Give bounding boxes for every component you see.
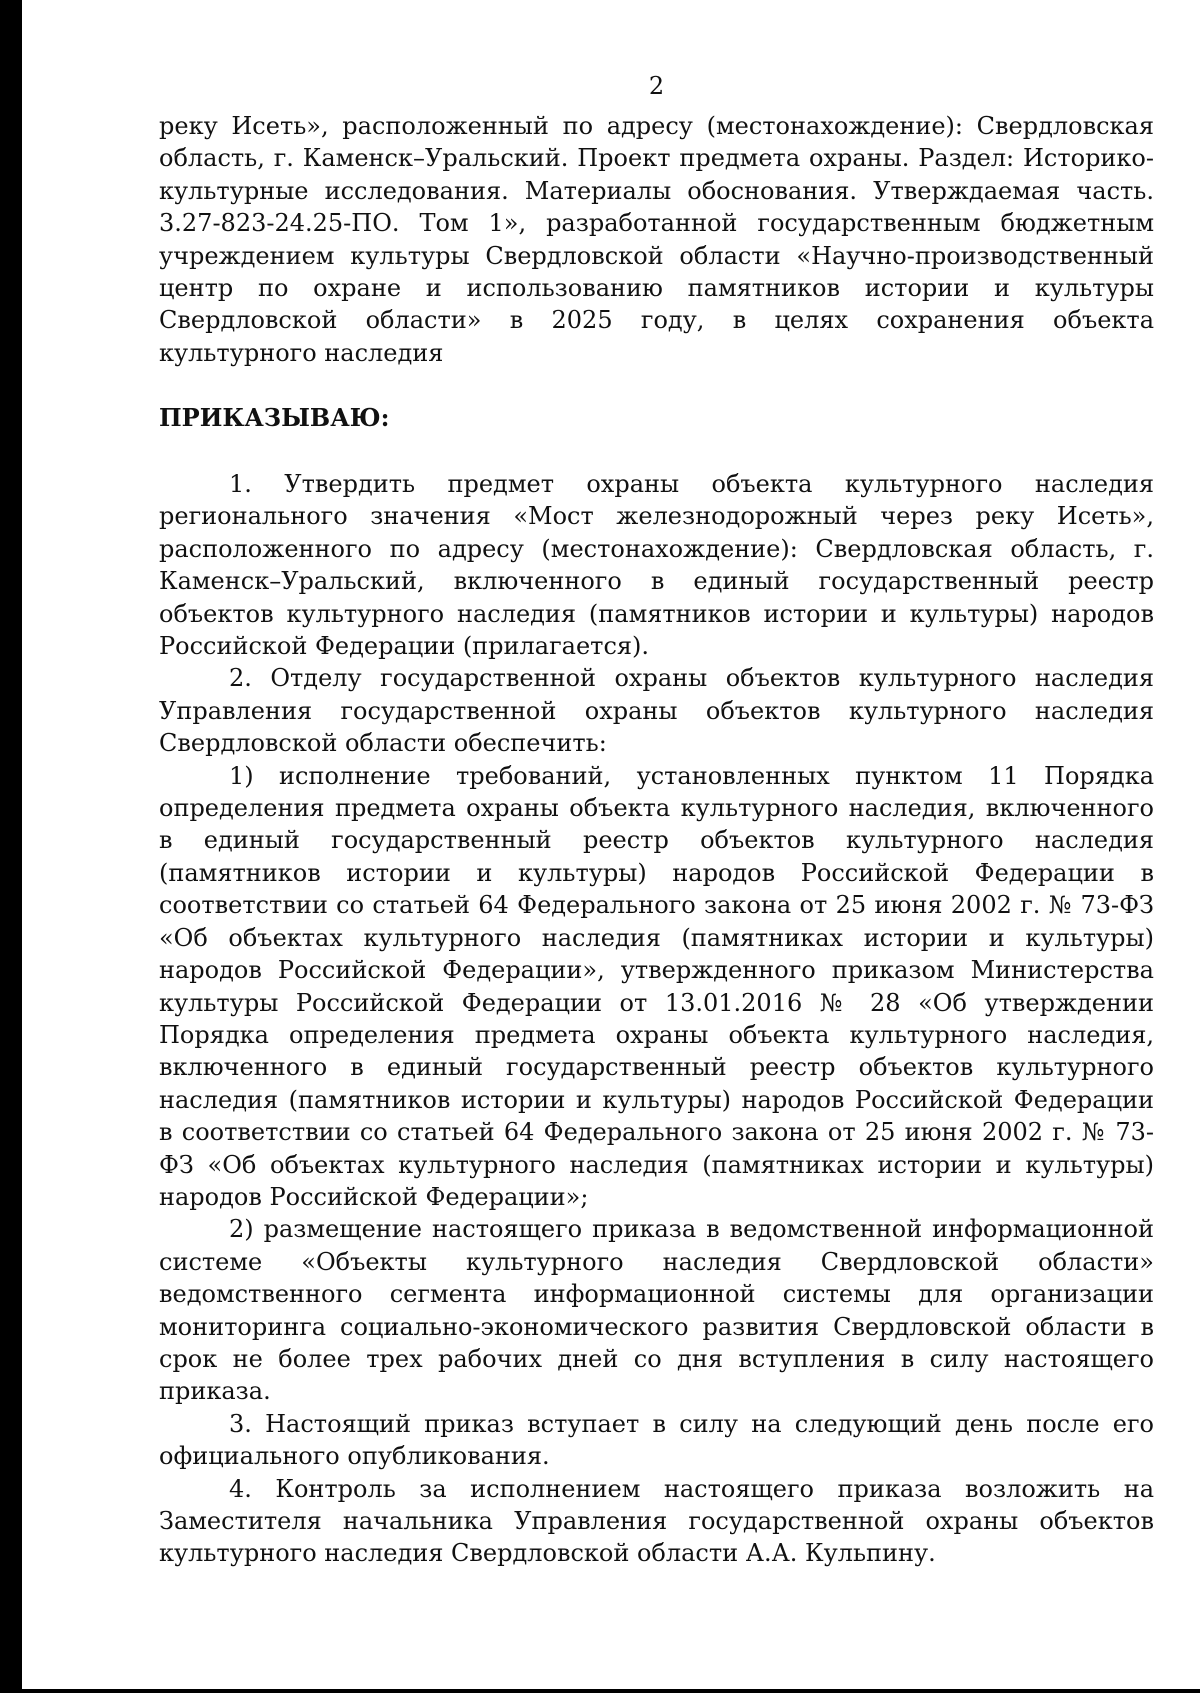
scan-border-left <box>0 0 22 1693</box>
order-heading: ПРИКАЗЫВАЮ: <box>159 403 390 432</box>
scan-border-bottom <box>22 1689 1200 1693</box>
order-item-2: 2. Отделу государственной охраны объектов культурного наследия Управления государственной охраны объектов культурного наследия Свердловской области обеспечить: <box>159 664 1154 758</box>
order-items <box>159 468 1154 1570</box>
order-item-4: 4. Контроль за исполнением настоящего приказа возложить на Заместителя начальника Управления государственной охраны объектов культурного наследия Свердловской области А.А. Кульпину. <box>159 1474 1154 1568</box>
order-item-3: 3. Настоящий приказ вступает в силу на следующий день после его официального опубликования. <box>159 1409 1154 1471</box>
page-number: 2 <box>648 72 665 100</box>
intro-paragraph: реку Исеть», расположенный по адресу (местонахождение): Свердловская область, г. Каменск–Уральский. Проект предмета охраны. Раздел: Историко-культурные исследования. Материалы обоснования. Утверждаемая часть. 3.27-823-24.25-ПО. Том 1», разработанной государственным бюджетным учреждением культуры Свердловской области «Научно-производственный центр по охране и использованию памятников истории и культуры Свердловской области» в 2025 году, в целях сохранения объекта культурного наследия <box>159 112 1154 367</box>
order-subitem-2-1: 1) исполнение требований, установленных пунктом 11 Порядка определения предмета охраны объекта культурного наследия, включенного в единый государственный реестр объектов культурного наследия (памятников истории и культуры) народов Российской Федерации в соответствии со статьей 64 Федерального закона от 25 июня 2002 г. № 73-ФЗ «Об объектах культурного наследия (памятниках истории и культуры) народов Российской Федерации», утвержденного приказом Министерства культуры Российской Федерации от 13.01.2016 № 28 «Об утверждении Порядка определения предмета охраны объекта культурного наследия, включенного в единый государственный реестр объектов культурного наследия (памятников истории и культуры) народов Российской Федерации в соответствии со статьей 64 Федерального закона от 25 июня 2002 г. № 73-ФЗ «Об объектах культурного наследия (памятниках истории и культуры) народов Российской Федерации»; <box>159 761 1154 1211</box>
order-subitem-2-2: 2) размещение настоящего приказа в ведомственной информационной системе «Объекты культурного наследия Свердловской области» ведомственного сегмента информационной системы для организации мониторинга социально-экономического развития Свердловской области в срок не более трех рабочих дней со дня вступления в силу настоящего приказа. <box>159 1215 1154 1406</box>
order-item-1: 1. Утвердить предмет охраны объекта культурного наследия регионального значения «Мост железнодорожный через реку Исеть», расположенного по адресу (местонахождение): Свердловская область, г. Каменск–Уральский, включенного в единый государственный реестр объектов культурного наследия (памятников истории и культуры) народов Российской Федерации (прилагается). <box>159 470 1154 661</box>
